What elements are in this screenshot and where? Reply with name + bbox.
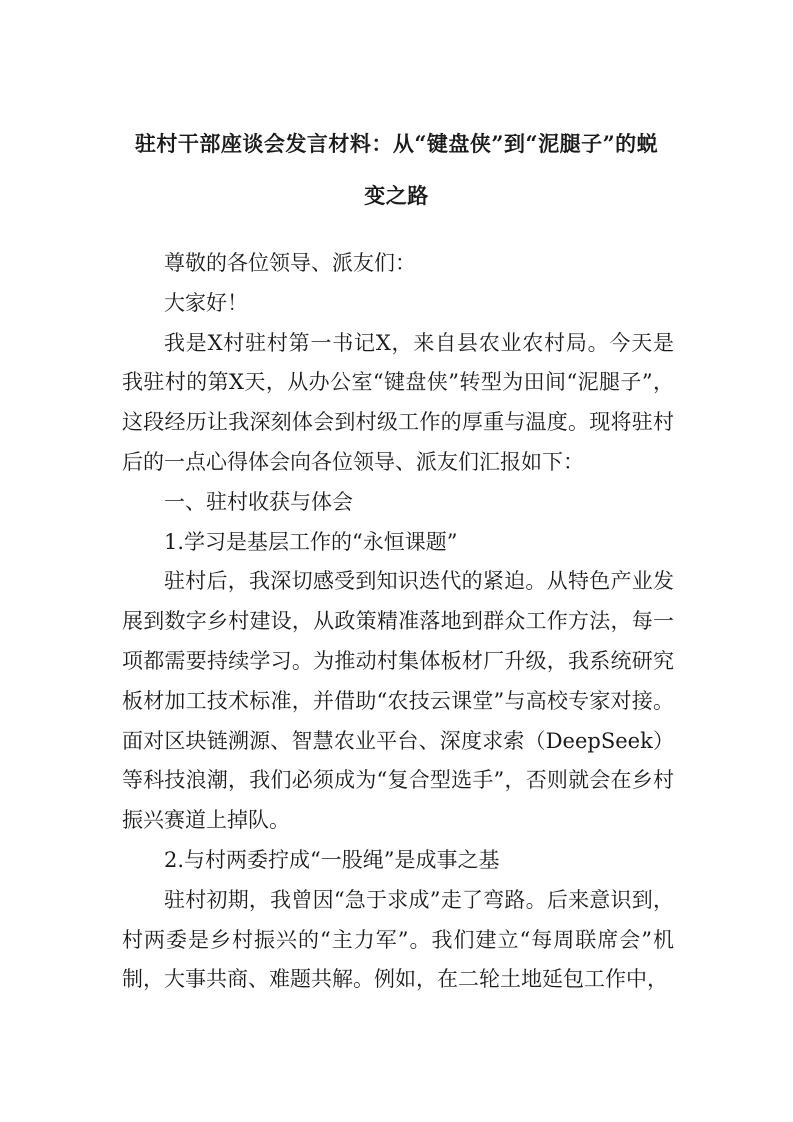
subheading-1: 1.学习是基层工作的“永恒课题” [164,529,458,554]
greeting-paragraph: 尊敬的各位领导、派友们： [164,251,416,275]
subheading-2: 2.与村两委拧成“一股绳”是成事之基 [164,847,500,872]
document-title-line-1: 驻村干部座谈会发言材料：从“键盘侠”到“泥腿子”的蜕 [134,131,659,156]
subsection-2-paragraph: 驻村初期，我曾因“急于求成”走了弯路。后来意识到，村两委是乡村振兴的“主力军”。我们建立“每周联席会”机制，大事共商、难题共解。例如，在二轮土地延包工作中， [122,887,674,992]
hello-paragraph: 大家好！ [164,290,248,315]
section-heading-1: 一、驻村收获与体会 [164,489,353,514]
subsection-1-paragraph: 驻村后，我深切感受到知识迭代的紧迫。从特色产业发展到数字乡村建设，从政策精准落地到群众工作方法，每一项都需要持续学习。为推动村集体板材厂升级，我系统研究板材加工技术标准，并借助“农技云课堂”与高校专家对接。面对区块链溯源、智慧农业平台、深度求索（DeepSeek）等科技浪潮，我们必须成为“复合型选手”，否则就会在乡村振兴赛道上掉队。 [122,569,674,833]
document-title-line-2: 变之路 [364,183,429,208]
document-body [122,244,674,1000]
intro-paragraph: 我是X村驻村第一书记X，来自县农业农村局。今天是我驻村的第X天，从办公室“键盘侠”转型为田间“泥腿子”，这段经历让我深刻体会到村级工作的厚重与温度。现将驻村后的一点心得体会向各位领导、派友们汇报如下： [122,330,674,474]
